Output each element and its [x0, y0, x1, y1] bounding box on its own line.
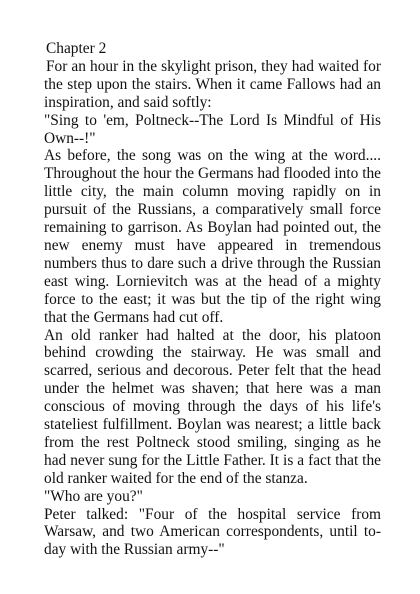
- paragraph-1: For an hour in the skylight prison, they had waited for the step upon the stairs. When it came Fallows had an inspiration, and said softly:: [44, 57, 381, 111]
- document-page: [44, 40, 381, 559]
- paragraph-3: As before, the song was on the wing at the word.... Throughout the hour the Germans had flooded into the little city, the main column moving rapidly on in pursuit of the Russians, a comparatively small force remaining to garrison. As Boylan had pointed out, the new enemy must have appeared in tremendous numbers thus to dare such a drive through the Russian east wing. Lornievitch was at the head of a mighty force to the east; it was but the tip of the right wing that the Germans had cut off.: [44, 147, 381, 326]
- chapter-heading: Chapter 2: [46, 40, 107, 57]
- paragraph-4: An old ranker had halted at the door, his platoon behind crowding the stairway. He was small and scarred, serious and decorous. Peter felt that the head under the helmet was shaven; that here was a man conscious of moving through the days of his life's stateliest fulfillment. Boylan was nearest; a little back from the rest Poltneck stood smiling, singing as he had never sung for the Little Father. It is a fact that the old ranker waited for the end of the stanza.: [44, 326, 381, 487]
- paragraph-5: "Who are you?": [44, 487, 143, 505]
- paragraph-2: "Sing to 'em, Poltneck--The Lord Is Mindful of His Own--!": [44, 111, 381, 147]
- paragraph-6: Peter talked: "Four of the hospital service from Warsaw, and two American correspondents, until to-day with the Russian army--": [44, 505, 381, 559]
